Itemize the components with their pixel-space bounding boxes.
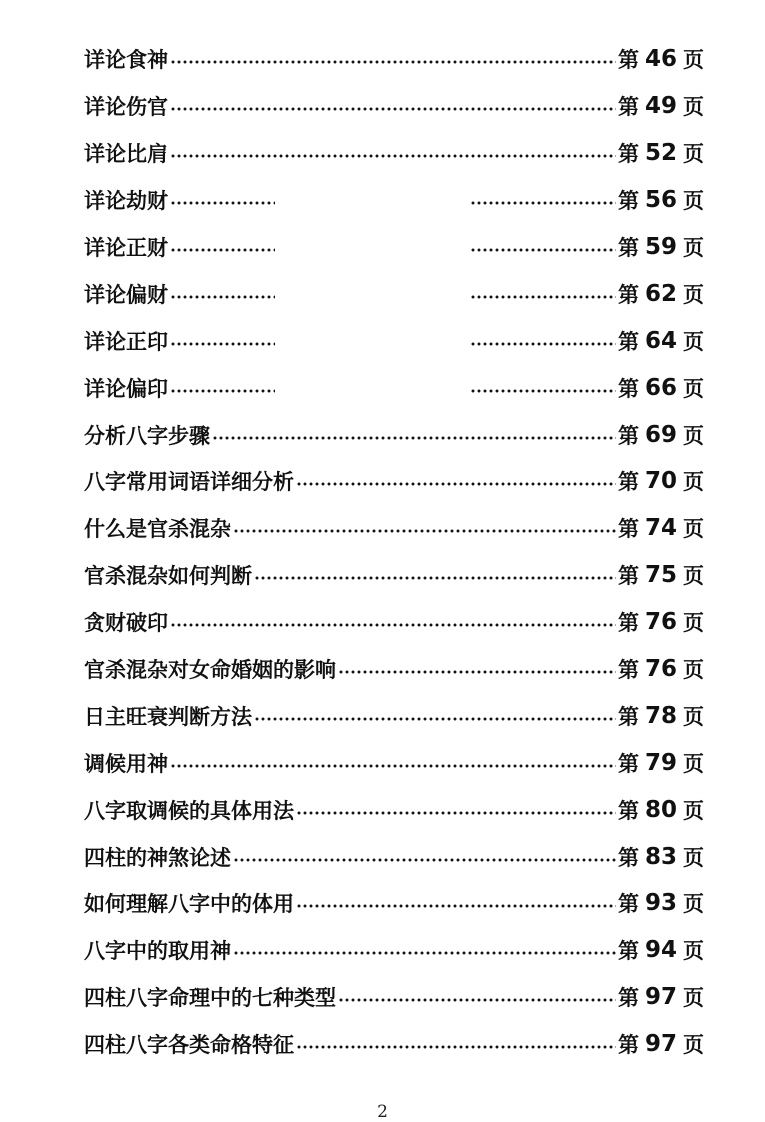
toc-page-prefix: 第 xyxy=(617,282,639,307)
toc-page-number: 76 xyxy=(644,609,677,636)
toc-entry xyxy=(84,1021,704,1068)
table-of-contents xyxy=(84,36,704,1068)
toc-page-prefix: 第 xyxy=(617,751,639,776)
toc-page-prefix: 第 xyxy=(617,142,639,167)
toc-entry-title: 分析八字步骤 xyxy=(84,423,210,448)
toc-page-prefix: 第 xyxy=(617,939,639,964)
toc-page-prefix: 第 xyxy=(617,517,639,542)
toc-page-prefix: 第 xyxy=(617,658,639,683)
toc-entry-title: 详论劫财 xyxy=(84,189,168,214)
toc-dot-leader xyxy=(170,764,616,768)
toc-dot-leader xyxy=(296,1045,616,1049)
toc-entry-title: 四柱八字各类命格特征 xyxy=(84,1033,294,1058)
toc-entry-page-ref xyxy=(618,560,704,590)
toc-entry-title: 四柱的神煞论述 xyxy=(84,845,231,870)
toc-dot-leader xyxy=(170,342,616,346)
toc-entry-page-ref xyxy=(618,888,704,918)
toc-entry xyxy=(84,270,704,317)
toc-entry-page-ref xyxy=(618,982,704,1012)
toc-page-suffix: 页 xyxy=(683,48,704,73)
toc-page-number: 93 xyxy=(644,890,677,917)
toc-entry xyxy=(84,36,704,83)
toc-entry-title: 详论比肩 xyxy=(84,142,168,167)
toc-page-number: 83 xyxy=(644,843,677,870)
toc-entry-title: 官杀混杂对女命婚姻的影响 xyxy=(84,658,336,683)
toc-entry-title: 八字常用词语详细分析 xyxy=(84,470,294,495)
toc-entry-title: 贪财破印 xyxy=(84,611,168,636)
toc-page-prefix: 第 xyxy=(617,798,639,823)
toc-entry-title: 八字中的取用神 xyxy=(84,939,231,964)
toc-entry xyxy=(84,411,704,458)
toc-entry xyxy=(84,880,704,927)
toc-page-suffix: 页 xyxy=(683,329,704,354)
toc-dot-leader xyxy=(170,107,616,111)
toc-page-number: 97 xyxy=(644,984,677,1011)
toc-entry-page-ref xyxy=(618,420,704,450)
toc-entry xyxy=(84,739,704,786)
toc-entry-title: 官杀混杂如何判断 xyxy=(84,564,252,589)
toc-entry xyxy=(84,458,704,505)
toc-page-number: 52 xyxy=(644,140,677,167)
toc-entry xyxy=(84,692,704,739)
toc-entry-page-ref xyxy=(618,842,704,872)
toc-page-suffix: 页 xyxy=(683,517,704,542)
toc-page-number: 97 xyxy=(644,1031,677,1058)
toc-entry-title: 详论伤官 xyxy=(84,95,168,120)
page-number: 2 xyxy=(377,1102,388,1122)
toc-page-suffix: 页 xyxy=(683,282,704,307)
toc-dot-leader xyxy=(254,717,616,721)
toc-page-prefix: 第 xyxy=(617,189,639,214)
toc-entry-page-ref xyxy=(618,232,704,262)
toc-page-prefix: 第 xyxy=(617,704,639,729)
toc-page-prefix: 第 xyxy=(617,236,639,260)
toc-page-prefix: 第 xyxy=(617,329,639,354)
toc-dot-leader xyxy=(233,529,616,533)
toc-entry xyxy=(84,83,704,130)
toc-page-suffix: 页 xyxy=(683,95,704,120)
toc-page-suffix: 页 xyxy=(683,751,704,776)
toc-dot-leader xyxy=(170,201,616,205)
toc-entry xyxy=(84,599,704,646)
toc-dot-leader xyxy=(338,670,616,674)
toc-page-suffix: 页 xyxy=(683,423,704,448)
toc-page-number: 80 xyxy=(644,796,677,823)
toc-dot-leader xyxy=(338,998,616,1002)
toc-entry-title: 详论正财 xyxy=(84,236,168,260)
toc-entry-page-ref xyxy=(618,513,704,543)
toc-dot-leader xyxy=(296,904,616,908)
toc-page-number: 46 xyxy=(644,46,677,73)
toc-page-prefix: 第 xyxy=(617,376,639,401)
toc-entry xyxy=(84,552,704,599)
toc-entry-page-ref xyxy=(618,1029,704,1059)
toc-page-suffix: 页 xyxy=(683,798,704,823)
toc-entry-page-ref xyxy=(618,466,704,496)
toc-entry xyxy=(84,505,704,552)
toc-entry-page-ref xyxy=(618,935,704,965)
toc-dot-leader xyxy=(170,389,616,393)
toc-entry-title: 详论偏印 xyxy=(84,376,168,401)
toc-entry-title: 什么是官杀混杂 xyxy=(84,517,231,542)
toc-dot-leader xyxy=(170,623,616,627)
toc-entry-title: 日主旺衰判断方法 xyxy=(84,704,252,729)
toc-entry xyxy=(84,224,704,271)
toc-entry-page-ref xyxy=(618,91,704,121)
toc-page-number: 56 xyxy=(644,187,677,214)
toc-page-number: 64 xyxy=(644,327,677,354)
toc-entry xyxy=(84,974,704,1021)
toc-page-suffix: 页 xyxy=(683,1033,704,1058)
toc-page-suffix: 页 xyxy=(683,611,704,636)
toc-entry xyxy=(84,927,704,974)
toc-entry-page-ref xyxy=(618,795,704,825)
toc-entry-title: 详论正印 xyxy=(84,329,168,354)
toc-page-suffix: 页 xyxy=(683,658,704,683)
toc-entry-page-ref xyxy=(618,748,704,778)
toc-entry-title: 四柱八字命理中的七种类型 xyxy=(84,986,336,1011)
toc-dot-leader xyxy=(296,811,616,815)
toc-dot-leader xyxy=(170,154,616,158)
toc-page-suffix: 页 xyxy=(683,845,704,870)
toc-dot-leader xyxy=(233,858,616,862)
toc-page-prefix: 第 xyxy=(617,470,639,495)
toc-page-suffix: 页 xyxy=(683,236,704,260)
toc-dot-leader xyxy=(170,295,616,299)
toc-entry-title: 详论偏财 xyxy=(84,282,168,307)
toc-entry xyxy=(84,646,704,693)
toc-entry-page-ref xyxy=(618,701,704,731)
toc-dot-leader xyxy=(254,576,616,580)
toc-page-suffix: 页 xyxy=(683,986,704,1011)
toc-entry xyxy=(84,317,704,364)
toc-page-suffix: 页 xyxy=(683,704,704,729)
toc-entry-page-ref xyxy=(618,44,704,74)
toc-page-prefix: 第 xyxy=(617,845,639,870)
toc-page-prefix: 第 xyxy=(617,986,639,1011)
toc-entry xyxy=(84,177,704,224)
toc-page-prefix: 第 xyxy=(617,423,639,448)
toc-page-suffix: 页 xyxy=(683,376,704,401)
toc-entry-page-ref xyxy=(618,373,704,403)
toc-page-prefix: 第 xyxy=(617,48,639,73)
toc-page-number: 59 xyxy=(644,234,677,260)
toc-entry xyxy=(84,833,704,880)
toc-dot-leader xyxy=(233,951,616,955)
toc-page-prefix: 第 xyxy=(617,564,639,589)
toc-page-number: 78 xyxy=(644,702,677,729)
toc-dot-leader xyxy=(296,482,616,486)
toc-entry-page-ref xyxy=(618,138,704,168)
toc-entry-page-ref xyxy=(618,279,704,309)
toc-page-suffix: 页 xyxy=(683,939,704,964)
toc-entry-title: 八字取调候的具体用法 xyxy=(84,798,294,823)
toc-page-number: 49 xyxy=(644,93,677,120)
toc-entry xyxy=(84,130,704,177)
toc-entry-page-ref xyxy=(618,654,704,684)
toc-page-prefix: 第 xyxy=(617,95,639,120)
toc-page-number: 74 xyxy=(644,515,677,542)
toc-dot-leader xyxy=(170,60,616,64)
toc-page-prefix: 第 xyxy=(617,892,639,917)
toc-page-number: 62 xyxy=(644,280,677,307)
toc-entry-title: 如何理解八字中的体用 xyxy=(84,892,294,917)
toc-page-prefix: 第 xyxy=(617,1033,639,1058)
toc-entry-title: 调候用神 xyxy=(84,751,168,776)
toc-page-number: 76 xyxy=(644,656,677,683)
toc-dot-leader xyxy=(170,248,616,252)
toc-dot-leader xyxy=(212,436,616,440)
toc-page-number: 79 xyxy=(644,749,677,776)
toc-page-number: 94 xyxy=(644,937,677,964)
toc-page-number: 70 xyxy=(644,468,677,495)
toc-entry-page-ref xyxy=(618,607,704,637)
toc-page-number: 75 xyxy=(644,562,677,589)
toc-entry xyxy=(84,786,704,833)
toc-entry xyxy=(84,364,704,411)
toc-page-prefix: 第 xyxy=(617,611,639,636)
toc-page-suffix: 页 xyxy=(683,470,704,495)
toc-entry-page-ref xyxy=(618,326,704,356)
toc-entry-title: 详论食神 xyxy=(84,48,168,73)
toc-page-number: 69 xyxy=(644,421,677,448)
toc-page-suffix: 页 xyxy=(683,142,704,167)
toc-page-suffix: 页 xyxy=(683,189,704,214)
toc-page-suffix: 页 xyxy=(683,564,704,589)
toc-entry-page-ref xyxy=(618,185,704,215)
toc-page-suffix: 页 xyxy=(683,892,704,917)
toc-page-number: 66 xyxy=(644,374,677,401)
